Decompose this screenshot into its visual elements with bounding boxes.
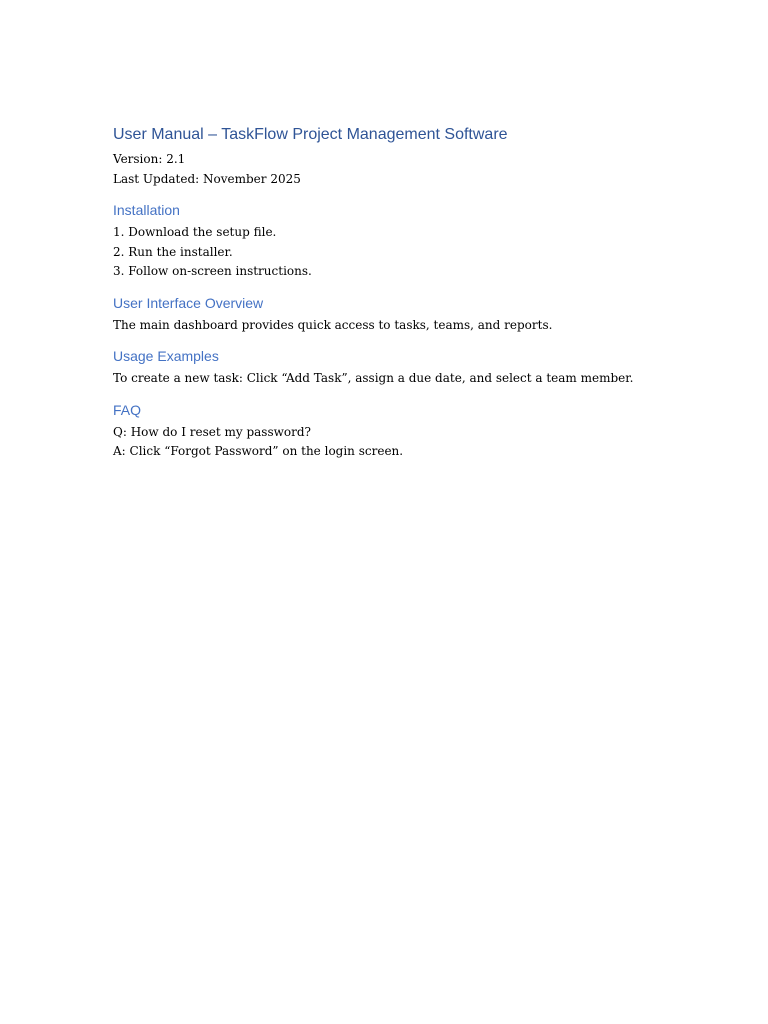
- section-ui-overview: [113, 293, 713, 336]
- section-usage-examples: [113, 346, 713, 389]
- faq-answer: A: Click “Forgot Password” on the login screen.: [113, 444, 404, 458]
- paragraph: The main dashboard provides quick access to tasks, teams, and reports.: [113, 317, 553, 332]
- section-heading-usage-examples: Usage Examples: [113, 348, 219, 364]
- section-heading-ui-overview: User Interface Overview: [113, 294, 264, 311]
- list-item: 1. Download the setup file.: [113, 225, 277, 239]
- list-item: 2. Run the installer.: [113, 244, 233, 259]
- document-title: User Manual – TaskFlow Project Management Software: [113, 126, 508, 143]
- paragraph: To create a new task: Click “Add Task”, assign a due date, and select a team member.: [113, 371, 634, 385]
- list-item: 3. Follow on-screen instructions.: [113, 264, 312, 278]
- version-line: Version: 2.1: [113, 152, 186, 166]
- section-faq: [113, 400, 713, 462]
- faq-question: Q: How do I reset my password?: [113, 424, 311, 439]
- section-heading-faq: FAQ: [113, 401, 142, 418]
- last-updated-line: Last Updated: November 2025: [113, 171, 301, 186]
- document-page: [113, 124, 713, 462]
- section-installation: [113, 200, 713, 282]
- section-heading-installation: Installation: [113, 202, 180, 218]
